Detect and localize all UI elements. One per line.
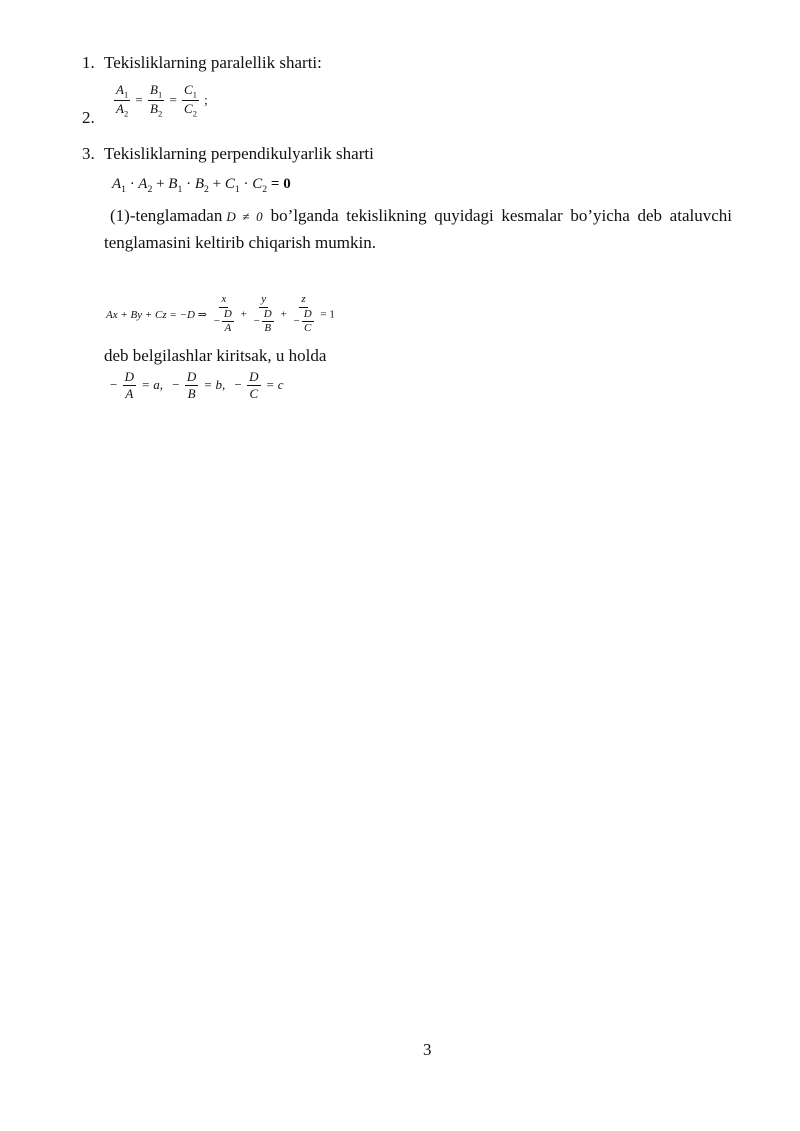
item-1-text: Tekisliklarning paralellik sharti: [104, 53, 322, 72]
item-2-number: 2. [82, 108, 95, 127]
fraction-z-over-minus-d-c: z − $\frac{D}{C}$ [293, 293, 312, 335]
item-3-number: 3. [82, 144, 95, 163]
parallel-condition-formula: $\frac{A_1}{A_2}$ = $\frac{B_1}{B_2}$ = $\frac{C_1}{C_2}$ ; [116, 82, 208, 120]
fraction-d-over-a: $\frac{D}{A}$ [124, 369, 134, 401]
definitions-formula: − $\frac{D}{A}$ = a, − $\frac{D}{B}$ = b, − $\frac{D}{C}$ = c [110, 369, 284, 401]
fraction-y-over-minus-d-b: y − $\frac{D}{B}$ [253, 293, 272, 335]
fraction-d-over-b: $\frac{D}{B}$ [186, 369, 197, 401]
item-3-text: Tekisliklarning perpendikulyarlik sharti [104, 144, 374, 163]
fraction-b1-b2: $\frac{B_1}{B_2}$ [150, 82, 163, 120]
d-not-zero-condition: D ≠ 0 [226, 209, 263, 224]
fraction-c1-c2: $\frac{C_1}{C_2}$ [184, 82, 197, 120]
intercept-form-equation: Ax + By + Cz = −D ⇒ x − $\frac{D}{A}$ + y − $\frac{D}{B}$ + z − $\frac{D}{C}$ = 1 [106, 293, 335, 335]
item-1-number: 1. [82, 53, 95, 72]
intercept-intro-paragraph: (1)-tenglamadan D ≠ 0 bo’lganda tekislikning quyidagi kesmalar bo’yicha deb ataluvchi tenglamasini keltirib chiqarish mumkin. [104, 206, 732, 252]
fraction-a1-a2: $\frac{A_1}{A_2}$ [116, 82, 129, 120]
perpendicular-condition-formula: $A_1 \cdot A_2 + B_1 \cdot B_2 + C_1 \cdot C_2 = 0$ [112, 176, 291, 195]
page-number: 3 [423, 1040, 432, 1059]
fraction-x-over-minus-d-a: x − $\frac{D}{A}$ [213, 293, 232, 335]
fraction-d-over-c: $\frac{D}{C}$ [249, 369, 259, 401]
definitions-intro-text: deb belgilashlar kiritsak, u holda [104, 346, 327, 365]
